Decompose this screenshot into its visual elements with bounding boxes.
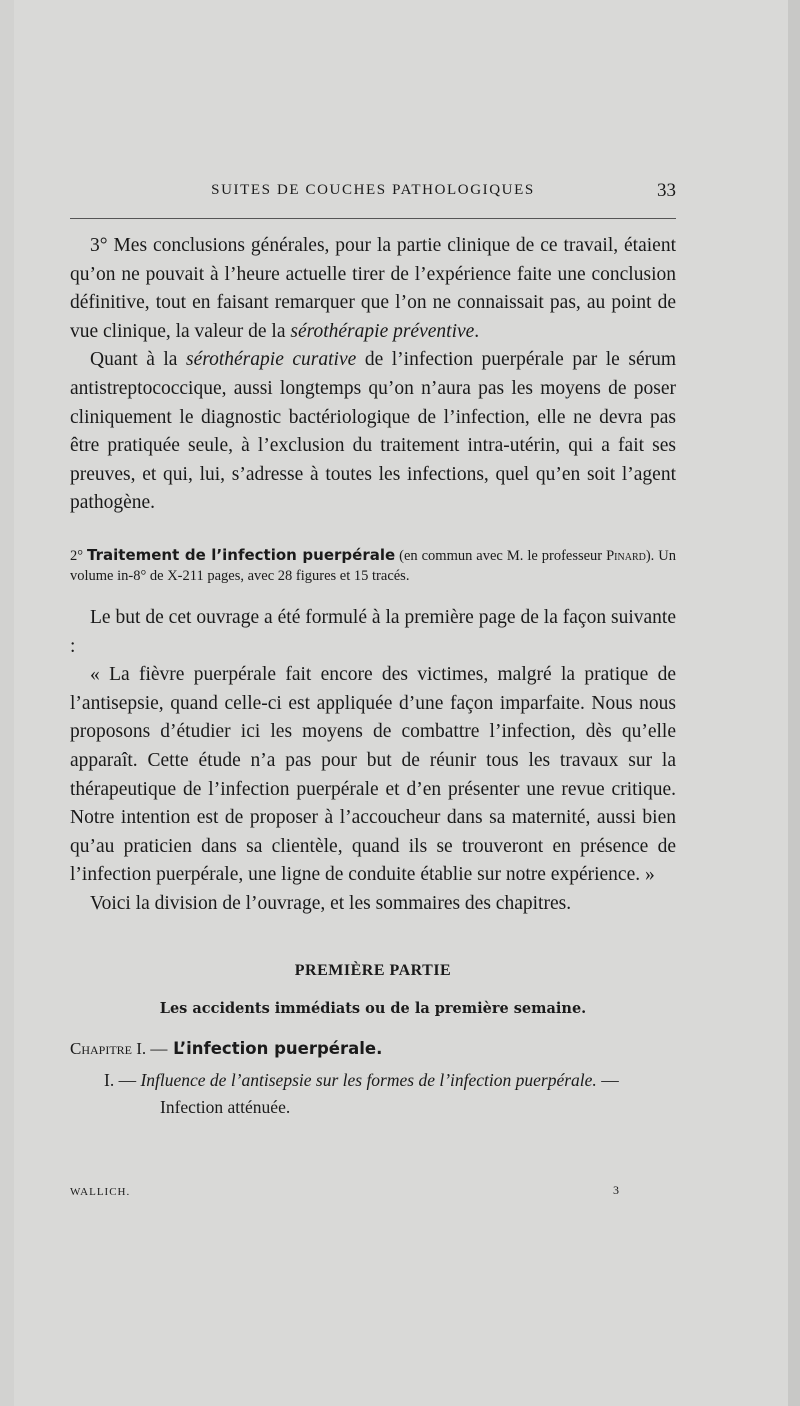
publication-entry: [70, 545, 676, 586]
emphasis-text: sérothérapie curative: [186, 349, 357, 371]
paragraph-text: Mes conclusions générales, pour la partie clinique de ce travail, étaient qu’on ne pouvait à l’heure actuelle tirer de l’expérience faite une conclusion définitive, tout en faisant remarquer que l’on ne connaissait pas, au point de vue clinique, la valeur de la: [70, 235, 676, 342]
part-title: PREMIÈRE PARTIE: [294, 962, 452, 980]
chapter-title: L’infection puerpérale.: [167, 1039, 383, 1059]
emphasis-text: sérothérapie préventive: [290, 320, 475, 342]
paragraph-quote: « La fièvre puerpérale fait encore des victimes, malgré la pratique de l’antisepsie, quand celle-ci est appliquée d’une façon imparfaite. Nous nous proposons d’étudier ici les moyens de combattre l’infection, dès qu’elle apparaît. Cette étude n’a pas pour but de réunir tous les travaux sur la thérapeutique de l’infection puerpérale et d’en présenter une revue critique. Notre intention est de proposer à l’accoucheur dans sa maternité, aussi bien qu’au praticien dans sa clientèle, quand ils se trouveront en présence de l’infection puerpérale, une ligne de conduite établie sur notre expérience. »: [70, 664, 676, 886]
publication-title: Traitement de l’infection puerpérale: [87, 545, 396, 564]
header-rule: [70, 218, 676, 219]
publication-author: Pinard: [606, 547, 646, 564]
publication-number: 2°: [70, 547, 84, 564]
paragraph-text: .: [474, 320, 480, 342]
section-entry: [70, 1067, 676, 1121]
section-rest: — Infection atténuée.: [160, 1070, 619, 1118]
page-edge-shadow: [788, 0, 800, 1406]
paragraph-division: Voici la division de l’ouvrage, et les sommaires des chapitres.: [90, 892, 572, 914]
paragraph-but: Le but de cet ouvrage a été formulé à la première page de la façon suivante :: [70, 606, 676, 657]
section-number: I. —: [104, 1070, 137, 1091]
signature-mark: 3: [613, 1183, 620, 1197]
document-page: [14, 0, 800, 1406]
running-head: SUITES DE COUCHES PATHOLOGIQUES: [211, 182, 535, 198]
publication-text: ). Un volume in-8° de X-211 pages, avec 28 figures et 15 tracés.: [70, 547, 676, 584]
paragraph-text: de l’infection puerpérale par le sérum antistreptococcique, aussi longtemps qu’on n’aura pas les moyens de poser cliniquement le diagnostic bactériologique de l’infection, elle ne devra pas être pratiquée seule, à l’exclusion du traitement intra-utérin, qui a fait ses preuves, et qui, lui, s’adresse à toutes les infections, quel qu’en soit l’agent pathogène.: [70, 349, 677, 514]
chapter-heading: [70, 1039, 676, 1059]
part-subtitle: Les accidents immédiats ou de la première semaine.: [159, 1000, 587, 1018]
footer-author: WALLICH.: [70, 1186, 131, 1198]
section-title: Influence de l’antisepsie sur les formes de l’infection puerpérale.: [136, 1070, 597, 1091]
page-footer: [70, 1183, 676, 1206]
page-body: [70, 232, 676, 1121]
publication-text: (en commun avec M. le professeur: [395, 547, 607, 564]
chapter-label: Chapitre I. —: [70, 1039, 168, 1059]
paragraph-conclusions: [70, 232, 676, 346]
paragraph-number: 3°: [90, 235, 108, 256]
paragraph-text: Quant à la: [90, 349, 186, 371]
paragraph-serotherapie: [70, 346, 676, 518]
page-header: [70, 180, 676, 206]
page-number: 33: [657, 180, 676, 201]
